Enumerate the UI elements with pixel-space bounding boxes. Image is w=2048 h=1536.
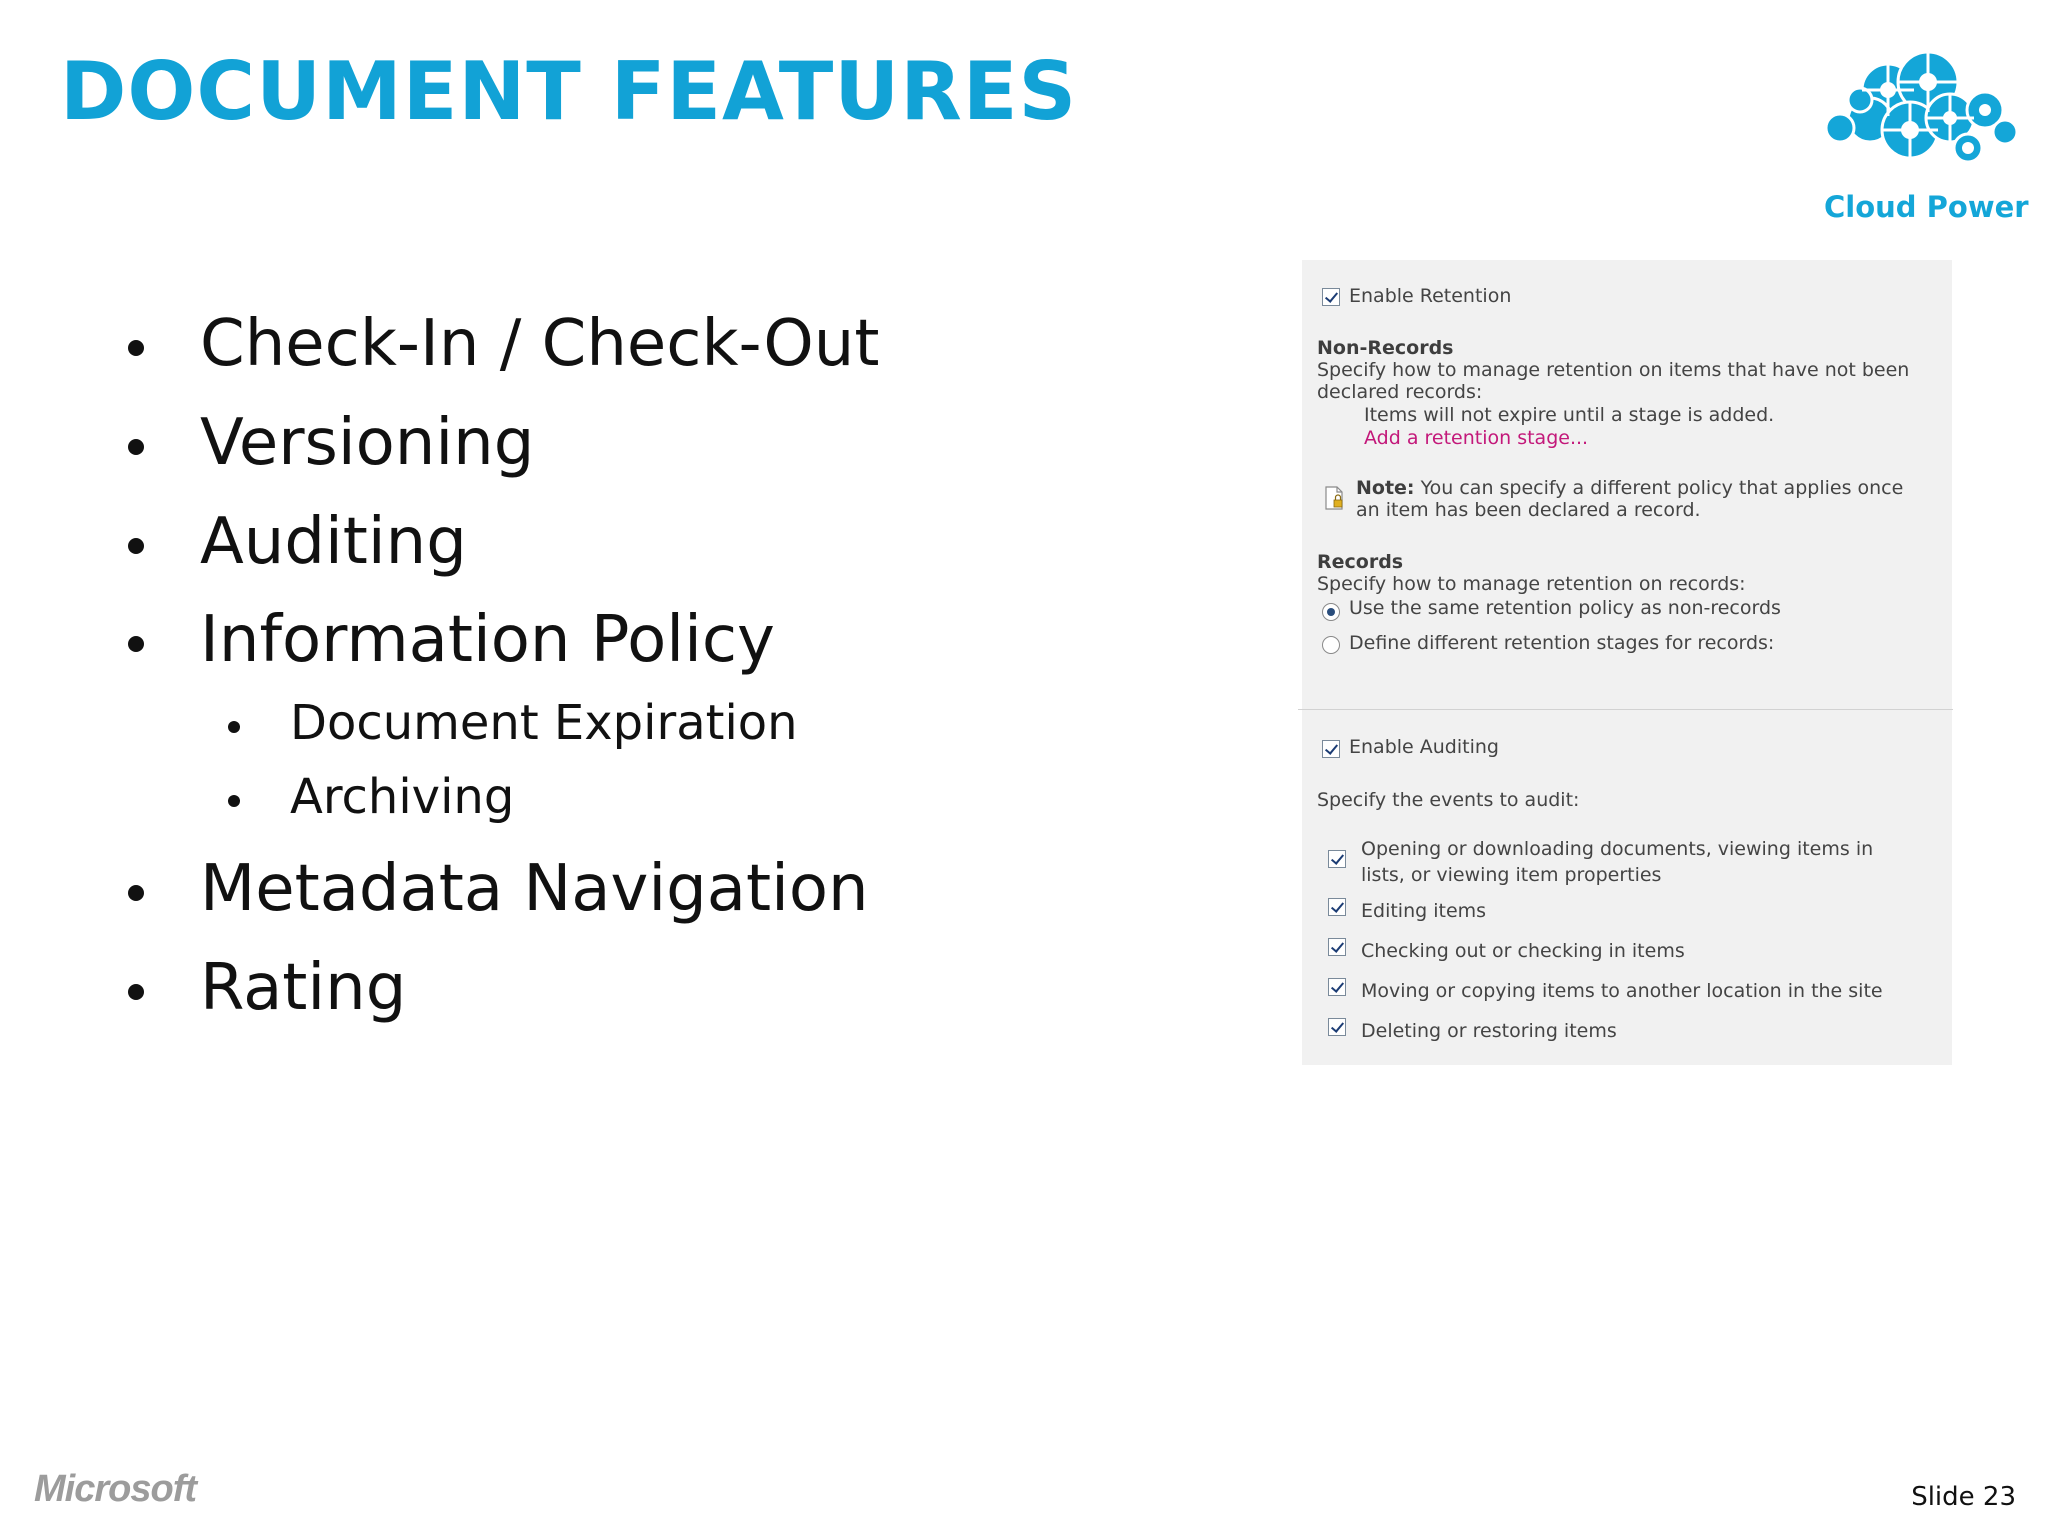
different-stages-label: Define different retention stages for records: [1349, 632, 1775, 654]
bullet-dot [128, 538, 144, 554]
bullet-text: Document Expiration [290, 695, 798, 751]
bullet-text: Rating [200, 951, 407, 1025]
slide-number: Slide 23 [1911, 1482, 2016, 1512]
bullet-item [200, 603, 775, 677]
bullet-dot [228, 721, 240, 733]
non-records-description: Specify how to manage retention on items that have not been [1317, 359, 1910, 381]
bullet-item [200, 951, 407, 1025]
audit-editing-checkbox[interactable] [1328, 898, 1346, 916]
records-heading: Records [1317, 551, 1404, 573]
audit-deleting-label: Deleting or restoring items [1361, 1020, 1617, 1042]
bullet-dot [128, 439, 144, 455]
enable-retention-label: Enable Retention [1349, 285, 1512, 307]
cloud-icon [1800, 40, 2030, 190]
bullet-dot [128, 340, 144, 356]
note-text-line2: an item has been declared a record. [1356, 499, 1701, 521]
bullet-item [200, 406, 535, 480]
bullet-text: Metadata Navigation [200, 852, 869, 926]
non-records-description: declared records: [1317, 381, 1483, 403]
same-policy-radio[interactable] [1322, 603, 1340, 621]
sub-bullet-item [290, 695, 798, 751]
bullet-text: Information Policy [200, 603, 775, 677]
enable-auditing-checkbox[interactable] [1322, 740, 1340, 758]
enable-auditing-label: Enable Auditing [1349, 736, 1499, 758]
bullet-item [200, 505, 467, 579]
audit-checkout-label: Checking out or checking in items [1361, 940, 1685, 962]
audit-opening-label: Opening or downloading documents, viewing items in [1361, 838, 1874, 860]
bullet-item [200, 852, 869, 926]
sub-bullet-item [290, 769, 515, 825]
audit-checkout-checkbox[interactable] [1328, 938, 1346, 956]
note-body: You can specify a different policy that applies once [1414, 477, 1904, 499]
bullet-list [0, 0, 1000, 1100]
bullet-text: Auditing [200, 505, 467, 579]
events-to-audit-label: Specify the events to audit: [1317, 789, 1580, 811]
note-label: Note: [1356, 477, 1415, 499]
bullet-dot [128, 885, 144, 901]
note-text [1356, 477, 1903, 499]
bullet-text: Versioning [200, 406, 535, 480]
policy-settings-panel [1302, 260, 1952, 1065]
bullet-item [200, 307, 880, 381]
non-records-heading: Non-Records [1317, 337, 1454, 359]
bullet-dot [128, 636, 144, 652]
bullet-dot [228, 795, 240, 807]
records-description: Specify how to manage retention on records: [1317, 573, 1746, 595]
bullet-text: Check-In / Check-Out [200, 307, 880, 381]
audit-deleting-checkbox[interactable] [1328, 1018, 1346, 1036]
bullet-dot [128, 984, 144, 1000]
different-stages-radio[interactable] [1322, 636, 1340, 654]
slide-title: DOCUMENT FEATURES [60, 45, 1078, 138]
cloud-power-logo [1800, 40, 2040, 240]
audit-opening-label-line2: lists, or viewing item properties [1361, 864, 1662, 886]
audit-moving-checkbox[interactable] [1328, 978, 1346, 996]
no-expire-text: Items will not expire until a stage is added. [1364, 404, 1775, 426]
bullet-text: Archiving [290, 769, 515, 825]
microsoft-logo: Microsoft [34, 1468, 196, 1510]
enable-retention-checkbox[interactable] [1322, 288, 1340, 306]
audit-opening-checkbox[interactable] [1328, 850, 1346, 868]
logo-text: Cloud Power [1824, 190, 2029, 224]
audit-moving-label: Moving or copying items to another location in the site [1361, 980, 1883, 1002]
note-icon [1324, 486, 1344, 510]
add-retention-stage-link[interactable]: Add a retention stage... [1364, 427, 1589, 449]
section-divider [1298, 709, 1953, 710]
same-policy-label: Use the same retention policy as non-records [1349, 597, 1781, 619]
audit-editing-label: Editing items [1361, 900, 1487, 922]
